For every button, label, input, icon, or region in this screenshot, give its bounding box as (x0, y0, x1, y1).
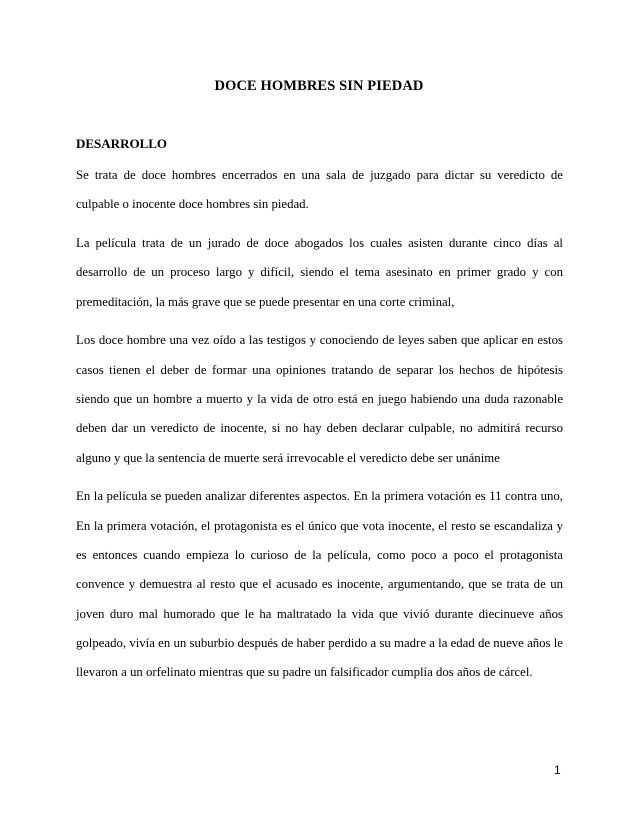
document-body (76, 161, 563, 697)
paragraph-deliberation: Los doce hombre una vez oído a las testigos y conociendo de leyes saben que aplicar en estos casos tienen el deber de formar una opiniones tratando de separar los hechos de hipótesis siendo que un hombre a muerto y la vida de otro está en juego habiendo una duda razonable deben dar un veredicto de inocente, si no hay deben declarar culpable, no admitirá recurso alguno y que la sentencia de muerte será irrevocable el veredicto debe ser unánime (76, 333, 563, 465)
paragraph-analysis: En la película se pueden analizar diferentes aspectos. En la primera votación es 11 contra uno, En la primera votación, el protagonista es el único que vota inocente, el resto se escandaliza y es entonces cuando empieza lo curioso de la película, como poco a poco el protagonista convence y demuestra al resto que el acusado es inocente, argumentando, que se trata de un joven duro mal humorado que le ha maltratado la vida que vivió durante diecinueve años golpeado, vivía en un suburbio después de haber perdido a su madre a la edad de nueve años le llevaron a un orfelinato mientras que su padre un falsificador cumplía dos años de cárcel. (76, 489, 563, 680)
page-number: 1 (554, 763, 561, 777)
document-title: DOCE HOMBRES SIN PIEDAD (214, 78, 424, 94)
paragraph-intro: Se trata de doce hombres encerrados en una sala de juzgado para dictar su veredicto de culpable o inocente doce hombres sin piedad. (76, 168, 563, 212)
section-heading: DESARROLLO (76, 136, 168, 151)
paragraph-jury: La película trata de un jurado de doce abogados los cuales asisten durante cinco días al desarrollo de un proceso largo y difícil, siendo el tema asesinato en primer grado y con premeditación, la más grave que se puede presentar en una corte criminal, (76, 236, 563, 309)
